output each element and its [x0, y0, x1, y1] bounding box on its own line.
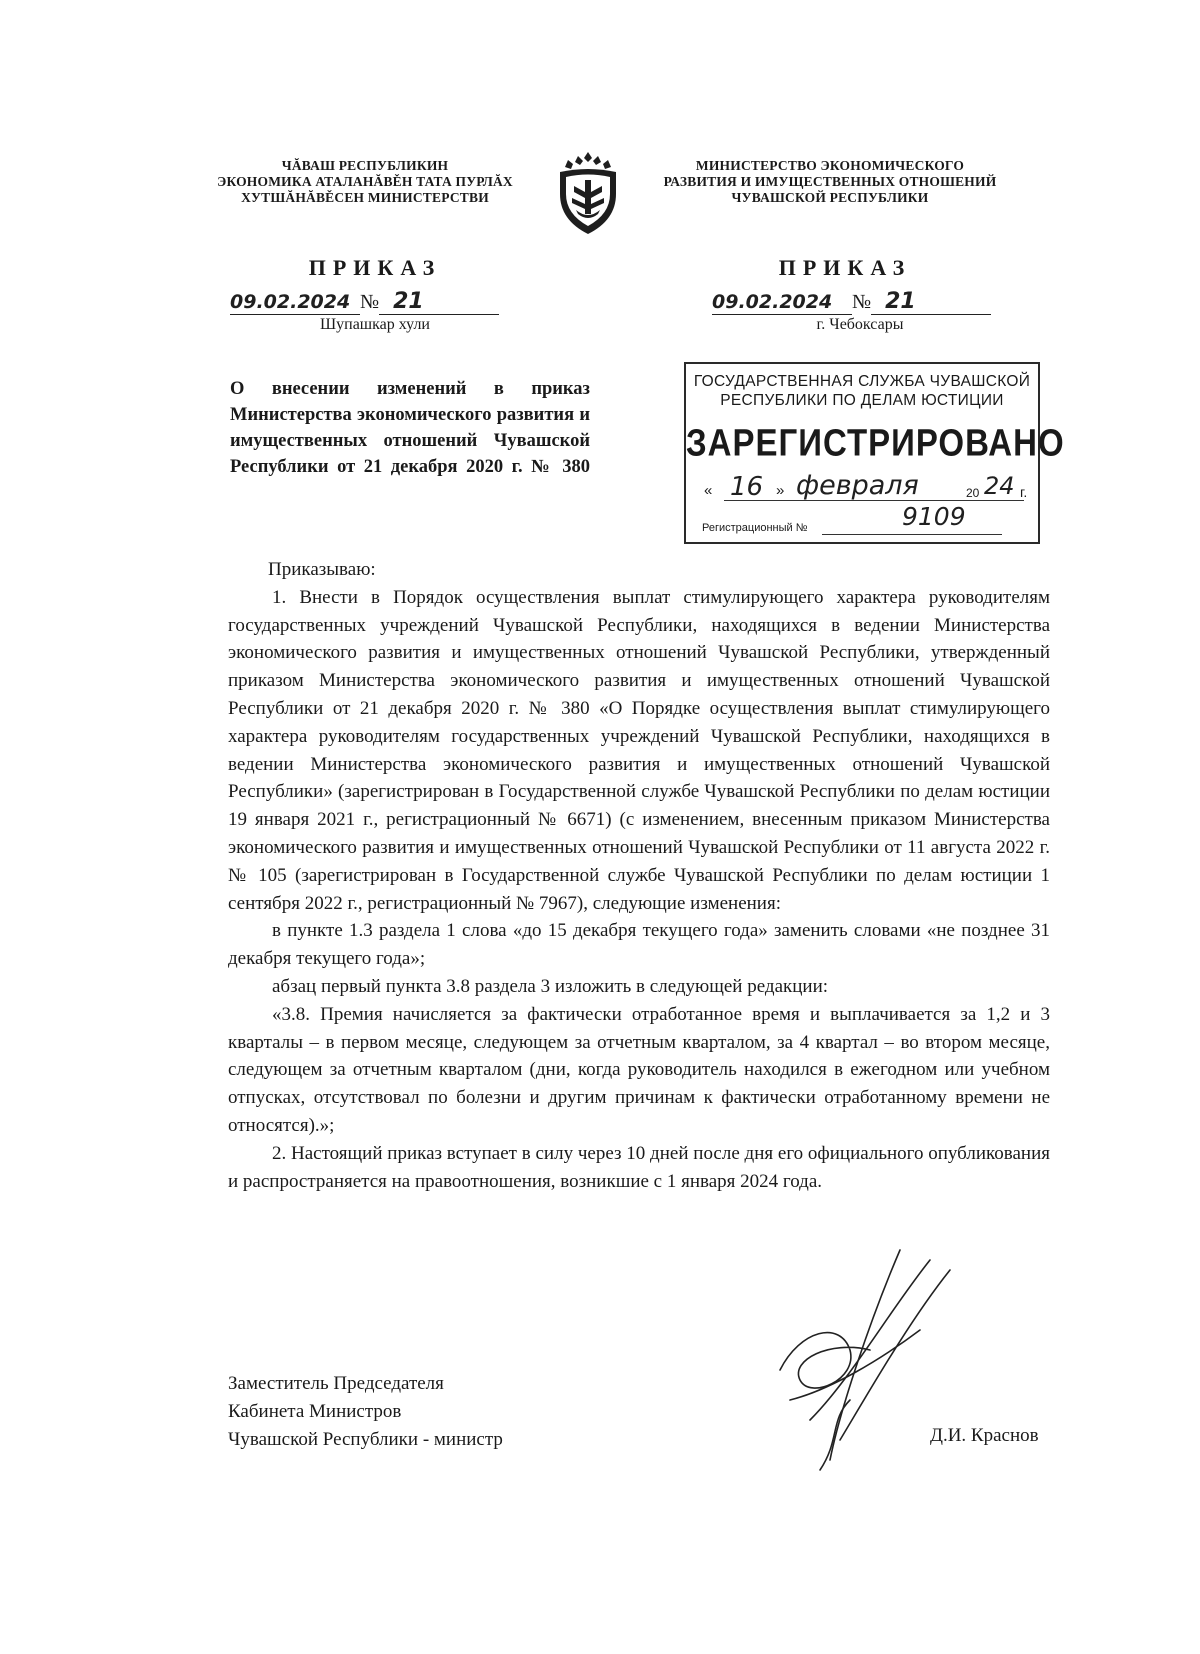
order-number-right: 21 [885, 289, 916, 314]
coat-of-arms-emblem [552, 150, 624, 236]
header-right-line: МИНИСТЕРСТВО ЭКОНОМИЧЕСКОГО [695, 158, 965, 173]
number-sign: № [360, 291, 380, 313]
header-right-line: РАЗВИТИЯ И ИМУЩЕСТВЕННЫХ ОТНОШЕНИЙ [663, 174, 997, 189]
body-paragraph: в пункте 1.3 раздела 1 слова «до 15 декабря текущего года» заменить словами «не позднее 31 декабря текущего года»; [228, 920, 1050, 970]
stamp-status: ЗАРЕГИСТРИРОВАНО [686, 421, 1065, 464]
order-date-left: 09.02.2024 [230, 291, 351, 313]
signatory-position [228, 1370, 503, 1453]
body-paragraph: «3.8. Премия начисляется за фактически отработанное время и выплачивается за 1,2 и 3 кварталы – в первом месяце, следующем за отчетным кварталом, за 4 квартал – во втором месяце, следующем за отчетным кварталом (дни, когда руководитель находился в ежегодном или учебном отпусках, отсутствовал по болезни и другим причинам к фактически отработанному времени не относятся).»; [228, 1003, 1050, 1136]
city-left: Шупашкар хули [320, 316, 430, 333]
order-number-line-right [712, 290, 991, 315]
stamp-year-prefix: 20 [966, 486, 980, 500]
header-left-line: ЧĂВАШ РЕСПУБЛИКИН [281, 158, 449, 173]
stamp-month: февраля [796, 470, 919, 501]
stamp-reg-label: Регистрационный № [702, 522, 808, 534]
stamp-day: 16 [730, 472, 764, 502]
order-date-right: 09.02.2024 [712, 291, 833, 313]
stamp-agency-line: ГОСУДАРСТВЕННАЯ СЛУЖБА ЧУВАШСКОЙ [693, 373, 1031, 390]
number-sign: № [852, 291, 872, 313]
body-paragraph: 1. Внести в Порядок осуществления выплат стимулирующего характера руководителям государственных учреждений Чувашской Республики, находящихся в ведении Министерства экономического развития и имущественных отношений Чувашской Республики, утвержденный приказом Министерства экономического развития и имущественных отношений Чувашской Республики от 21 декабря 2020 г. № 380 «О Порядке осуществления выплат стимулирующего характера руководителям государственных учреждений Чувашской Республики, находящихся в ведении Министерства экономического развития и имущественных отношений Чувашской Республики» (зарегистрирован в Государственной службе Чувашской Республики по делам юстиции 19 января 2021 г., регистрационный № 6671) (с изменением, внесенным приказом Министерства экономического развития и имущественных отношений Чувашской Республики от 11 августа 2022 г. № 105 (зарегистрирован в Государственной службе Чувашской Республики по делам юстиции 1 сентября 2022 г., регистрационный № 7967), следующие изменения: [228, 586, 1050, 914]
body-paragraph: Приказываю: [268, 559, 376, 580]
city-right: г. Чебоксары [816, 316, 904, 333]
signatory-position-line: Кабинета Министров [228, 1400, 402, 1422]
signatory-name: Д.И. Краснов [930, 1425, 1039, 1446]
stamp-close-quote: » [776, 482, 785, 499]
signatory-position-line: Чувашской Республики - министр [228, 1428, 503, 1450]
order-body [228, 556, 1050, 1195]
header-left-line: ЭКОНОМИКА АТАЛАНĂВĚН ТАТА ПУРЛĂХ [217, 174, 513, 189]
header-right [652, 158, 1008, 206]
signatory-position-line: Заместитель Председателя [228, 1373, 444, 1394]
header-left-line: ХУТШĂНĂВĚСЕН МИНИСТЕРСТВИ [241, 190, 489, 205]
body-paragraph: абзац первый пункта 3.8 раздела 3 изложить в следующей редакции: [272, 975, 829, 997]
stamp-reg-row [702, 502, 1038, 536]
header-right-line: ЧУВАШСКОЙ РЕСПУБЛИКИ [731, 190, 929, 205]
order-title-left: ПРИКАЗ [308, 255, 442, 280]
order-subject: О внесении изменений в приказ Министерства экономического развития и имущественных отношений Чувашской Республики от 21 декабря 2020 г. № 380 [230, 379, 590, 477]
registration-stamp [684, 362, 1065, 544]
stamp-year-suffix: 24 [984, 472, 1015, 500]
order-number-left: 21 [393, 289, 424, 314]
order-title-right: ПРИКАЗ [778, 255, 912, 280]
order-number-line-left [230, 290, 499, 315]
stamp-reg-number: 9109 [902, 502, 966, 531]
stamp-agency-line: РЕСПУБЛИКИ ПО ДЕЛАМ ЮСТИЦИИ [720, 392, 1004, 409]
stamp-date-row [704, 470, 1038, 508]
stamp-year-unit: г. [1020, 484, 1028, 500]
stamp-open-quote: « [704, 482, 713, 499]
header-left [200, 158, 530, 206]
body-paragraph: 2. Настоящий приказ вступает в силу через 10 дней после дня его официального опубликования и распространяется на правоотношения, возникшие с 1 января 2024 года. [228, 1142, 1050, 1192]
